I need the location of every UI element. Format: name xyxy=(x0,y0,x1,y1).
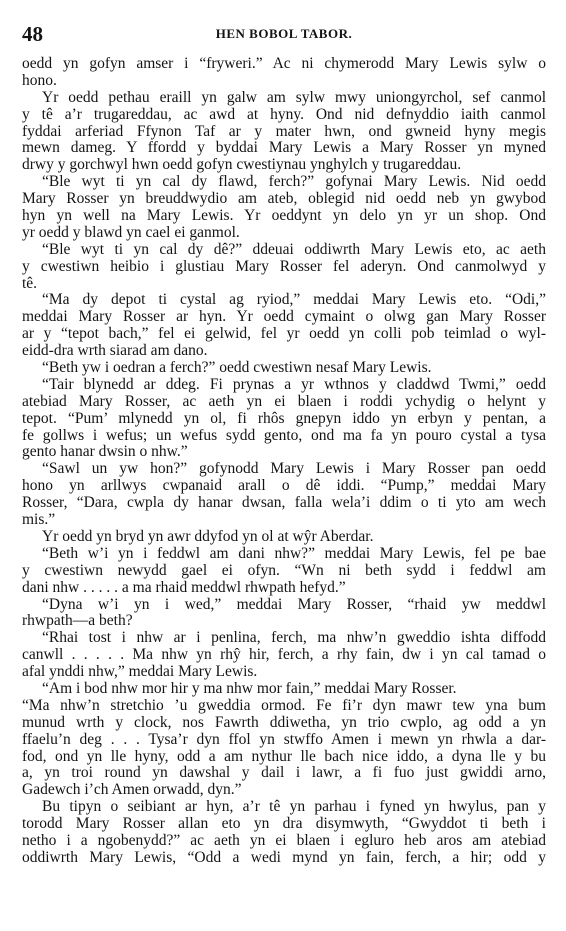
text-line: “Tair blynedd ar ddeg. Fi prynas a yr wthnos y claddwd Twmi,” oedd xyxy=(42,376,546,393)
running-title: HEN BOBOL TABOR. xyxy=(215,26,353,41)
page-header xyxy=(22,22,546,46)
text-line: ffaelu’n deg . . . Tysa’r dyn ffol yn stwffo Amen i mewn yn rhwla a dar- xyxy=(22,731,546,748)
text-line: Mary Rosser yn breuddwydio am ateb, oblegid nid oedd neb yn gwybod xyxy=(22,191,546,208)
text-line: Yr oedd pethau eraill yn galw am sylw mwy uniongyrchol, sef canmol xyxy=(42,89,546,106)
text-line: y cwestiwn newydd gael ei ofyn. “Wn ni beth sydd i feddwl am xyxy=(22,562,546,579)
text-line: atebiad Mary Rosser, ac aeth yn ei blaen i roddi ychydig o helynt y xyxy=(22,393,546,410)
text-line: “Ble wyt ti yn cal dy flawd, ferch?” gofynai Mary Lewis. Nid oedd xyxy=(42,174,546,191)
text-line: “Sawl un yw hon?” gofynodd Mary Lewis i Mary Rosser pan oedd xyxy=(42,461,546,478)
text-line: munud wrth y clock, nos Fawrth ddiwetha, yn trio cwplo, ag odd a yn xyxy=(22,714,546,731)
text-line: fyddai arferiad Ffynon Taf ar y mater hwn, ond gwneid hyny megis xyxy=(22,123,546,140)
text-line: rhwpath—a beth? xyxy=(22,613,133,630)
text-line: torodd Mary Rosser allan eto yn dra disymwyth, “Gwyddot ti beth i xyxy=(22,816,546,833)
text-line: “Beth yw i oedran a ferch?” oedd cwestiwn nesaf Mary Lewis. xyxy=(42,360,432,377)
text-line: tê. xyxy=(22,275,38,292)
text-line: “Ma dy depot ti cystal ag ryiod,” meddai Mary Lewis eto. “Odi,” xyxy=(42,292,546,309)
text-line: y cwestiwn heibio i glustiau Mary Rosser fel aderyn. Ond canmolwyd y xyxy=(22,258,546,275)
text-line: “Rhai tost i nhw ar i penlina, ferch, ma nhw’n gweddio ishta diffodd xyxy=(42,630,546,647)
text-line: “Ble wyt ti yn cal dy dê?” ddeuai oddiwrth Mary Lewis eto, ac aeth xyxy=(42,241,546,258)
text-line: Gadewch i’ch Amen orwadd, dyn.” xyxy=(22,782,242,799)
page-number: 48 xyxy=(22,22,43,46)
text-line: canwll . . . . . Ma nhw yn rhŷ hir, ferch, a rhy fain, dw i yn cal tamad o xyxy=(22,647,546,664)
text-line: drwy y gorchwyl hwn oedd gofyn cwestiynau ynghylch y trugareddau. xyxy=(22,157,462,174)
text-line: a, yn troi round yn dawshal y dail i lawr, a fi fuo just gwiddi arno, xyxy=(22,765,546,782)
text-line: Yr oedd yn bryd yn awr ddyfod yn ol at wŷr Aberdar. xyxy=(42,528,374,545)
text-line: fod, ond yn lle hyny, odd a am nythur lle bach nice iddo, a dyna lle y bu xyxy=(22,748,546,765)
text-line: oddiwrth Mary Lewis, “Odd a wedi mynd yn fain, ferch, a hir; odd y xyxy=(22,849,546,866)
text-line: eidd-dra wrth siarad am dano. xyxy=(22,343,208,360)
text-line: hono. xyxy=(22,72,57,89)
text-line: oedd yn gofyn amser i “fryweri.” Ac ni chymerodd Mary Lewis sylw o xyxy=(22,56,546,72)
text-line: y tê a’r trugareddau, ac awd at hyny. Ond nid defnyddio iaith canmol xyxy=(22,106,546,123)
text-line: tepot. “Pum’ mlynedd yn ol, fi rhôs gnepyn iddo yn erbyn y pentan, a xyxy=(22,410,546,427)
text-line: hyn yn well na Mary Lewis. Yr oeddynt yn delo yn yr un shop. Ond xyxy=(22,208,546,225)
text-line: netho i a ngobenydd?” ac aeth yn ei blaen i egluro heb aros am atebiad xyxy=(22,832,546,849)
text-line: mis.” xyxy=(22,512,56,529)
text-line: “Am i bod nhw mor hir y ma nhw mor fain,” meddai Mary Rosser. xyxy=(42,680,457,697)
body-text xyxy=(22,56,546,867)
text-line: “Beth w’i yn i feddwl am dani nhw?” meddai Mary Lewis, fel pe bae xyxy=(42,545,546,562)
text-line: dani nhw . . . . . a ma rhaid meddwl rhwpath hefyd.” xyxy=(22,579,346,596)
text-line: Bu tipyn o seibiant ar hyn, a’r tê yn parhau i fyned yn hwylus, pan y xyxy=(42,799,546,816)
text-line: gento hanar dwsin o nhw.” xyxy=(22,444,188,461)
text-line: “Ma nhw’n stretchio ’u gweddia ormod. Fe fi’r dyn mawr tew yna bum xyxy=(22,697,546,714)
text-line: Rosser, “Dara, cwpla dy hanar dwsan, falla wela’i ddim o ti yto am wech xyxy=(22,495,546,512)
text-line: “Dyna w’i yn i wed,” meddai Mary Rosser, “rhaid yw meddwl xyxy=(42,596,546,613)
text-line: hono yn arllwys cwpanaid arall o dê iddi. “Pump,” meddai Mary xyxy=(22,478,546,495)
text-line: ar y “tepot bach,” fel ei gelwid, fel yr oedd yn colli pob teimlad o wyl- xyxy=(22,326,546,343)
text-line: yr oedd y blawd yn cael ei ganmol. xyxy=(22,224,240,241)
text-line: meddai Mary Rosser ar hyn. Yr oedd cymaint o olwg gan Mary Rosser xyxy=(22,309,546,326)
text-line: afal ynddi nhw,” meddai Mary Lewis. xyxy=(22,664,258,681)
text-line: mewn dameg. Y ffordd y byddai Mary Lewis a Mary Rosser yn myned xyxy=(22,140,546,157)
text-line: fe gollws i wefus; un wefus sydd gento, ond ma fa yn pouro cystal a tysa xyxy=(22,427,546,444)
